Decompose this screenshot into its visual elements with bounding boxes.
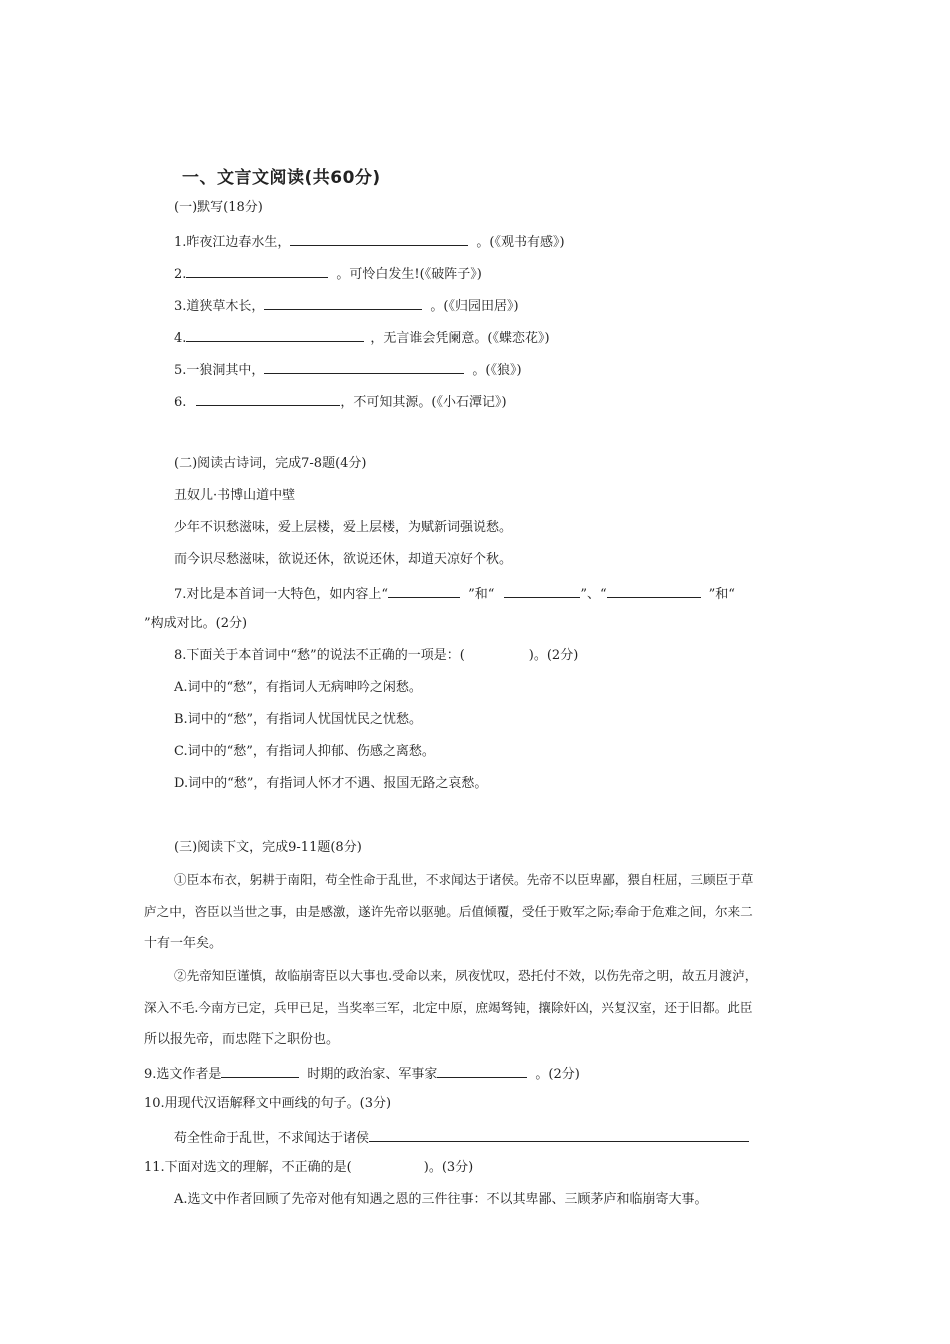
question-1 — [174, 231, 565, 252]
question-8 — [174, 647, 578, 665]
q2-blank[interactable] — [186, 263, 328, 278]
q11-option-a: A.选文中作者回顾了先帝对他有知遇之恩的三件往事：不以其卑鄙、三顾茅庐和临崩寄大事。 — [174, 1192, 708, 1207]
question-11 — [144, 1159, 473, 1177]
question-4 — [174, 327, 550, 348]
part1-header: (一)默写(18分) — [174, 200, 263, 215]
q7-blank-3[interactable] — [607, 583, 701, 598]
q9-mid: 时期的政治家、军事家 — [307, 1067, 438, 1082]
q7-and-1: ”和“ — [468, 587, 495, 602]
q8-option-a: A.词中的“愁”，有指词人无病呻吟之闲愁。 — [174, 680, 422, 695]
passage-1-line-1: ①臣本布衣，躬耕于南阳，苟全性命于乱世，不求闻达于诸侯。先帝不以臣卑鄙，猥自枉屈，三顾臣于草 — [174, 872, 754, 887]
q7-blank-2[interactable] — [504, 583, 580, 598]
passage-2-line-2: 深入不毛.今南方已定，兵甲已足，当奖率三军，北定中原，庶竭驽钝，攘除奸凶，兴复汉室，还于旧都。此臣 — [144, 1000, 753, 1015]
q8-option-d: D.词中的“愁”，有指词人怀才不遇、报国无路之哀愁。 — [174, 776, 488, 791]
q9-blank-2[interactable] — [437, 1063, 527, 1078]
q9-blank-1[interactable] — [221, 1063, 299, 1078]
q3-text: 3.道狭草木长， — [174, 299, 265, 314]
q10-sentence: 苟全性命于乱世，不求闻达于诸侯 — [174, 1131, 370, 1146]
part3-header: (三)阅读下文，完成9-11题(8分) — [174, 840, 362, 855]
passage-1-line-2: 庐之中，咨臣以当世之事，由是感激，遂许先帝以驱驰。后值倾覆，受任于败军之际;奉命于危难之间，尔来二 — [144, 904, 753, 919]
part2-header: (二)阅读古诗词，完成7-8题(4分) — [174, 456, 367, 471]
q8-score: )。(2分) — [528, 648, 579, 663]
section-title: 一、文言文阅读(共60分) — [182, 168, 381, 188]
poem-line-2: 而今识尽愁滋味，欲说还休，欲说还休，却道天凉好个秋。 — [174, 552, 513, 567]
question-9 — [144, 1063, 580, 1084]
q8-option-b: B.词中的“愁”，有指词人忧国忧民之忧愁。 — [174, 712, 422, 727]
passage-2-line-1: ②先帝知臣谨慎，故临崩寄臣以大事也.受命以来，夙夜忧叹，恐托付不效，以伤先帝之明，故五月渡泸， — [174, 968, 758, 983]
q1-source: 。(《观书有感》) — [476, 235, 565, 250]
q6-text: ，不可知其源。(《小石潭记》) — [340, 395, 507, 410]
q4-text: ，无言谁会凭阑意。(《蝶恋花》) — [370, 331, 550, 346]
q11-text: 11.下面对选文的理解，不正确的是( — [144, 1160, 352, 1175]
poem-title: 丑奴儿·书博山道中壁 — [174, 488, 296, 503]
q8-option-c: C.词中的“愁”，有指词人抑郁、伤感之离愁。 — [174, 744, 435, 759]
passage-1-line-3: 十有一年矣。 — [144, 936, 223, 951]
q5-blank[interactable] — [264, 359, 464, 374]
q8-text: 8.下面关于本首词中“愁”的说法不正确的一项是：( — [174, 648, 465, 663]
q5-text: 5.一狼洞其中， — [174, 363, 265, 378]
question-7 — [174, 583, 735, 604]
q3-blank[interactable] — [264, 295, 422, 310]
q7-sep: ”、“ — [580, 587, 607, 602]
question-3 — [174, 295, 519, 316]
q9-text: 9.选文作者是 — [144, 1067, 222, 1082]
question-10: 10.用现代汉语解释文中画线的句子。(3分) — [144, 1096, 392, 1111]
q2-num: 2. — [174, 267, 187, 282]
question-6 — [174, 391, 507, 412]
question-5 — [174, 359, 522, 380]
q1-blank[interactable] — [290, 231, 468, 246]
poem-line-1: 少年不识愁滋味，爱上层楼，爱上层楼，为赋新词强说愁。 — [174, 520, 513, 535]
question-2 — [174, 263, 482, 284]
q3-source: 。(《归园田居》) — [430, 299, 519, 314]
q10-blank[interactable] — [369, 1127, 749, 1142]
q2-text: 。可怜白发生!(《破阵子》) — [336, 267, 482, 282]
q5-source: 。(《狼》) — [472, 363, 522, 378]
q4-blank[interactable] — [186, 327, 364, 342]
question-7-cont: ”构成对比。(2分) — [144, 616, 248, 631]
q7-text: 7.对比是本首词一大特色，如内容上“ — [174, 587, 389, 602]
q1-text: 1.昨夜江边春水生， — [174, 235, 291, 250]
q4-num: 4. — [174, 331, 187, 346]
passage-2-line-3: 所以报先帝，而忠陛下之职份也。 — [144, 1032, 340, 1047]
q6-num: 6. — [174, 395, 187, 410]
question-10-answer — [174, 1127, 749, 1148]
q7-blank-1[interactable] — [388, 583, 460, 598]
q9-score: 。(2分) — [535, 1067, 580, 1082]
q11-score: )。(3分) — [423, 1160, 474, 1175]
q6-blank[interactable] — [196, 391, 340, 406]
q7-and-2: ”和“ — [708, 587, 735, 602]
